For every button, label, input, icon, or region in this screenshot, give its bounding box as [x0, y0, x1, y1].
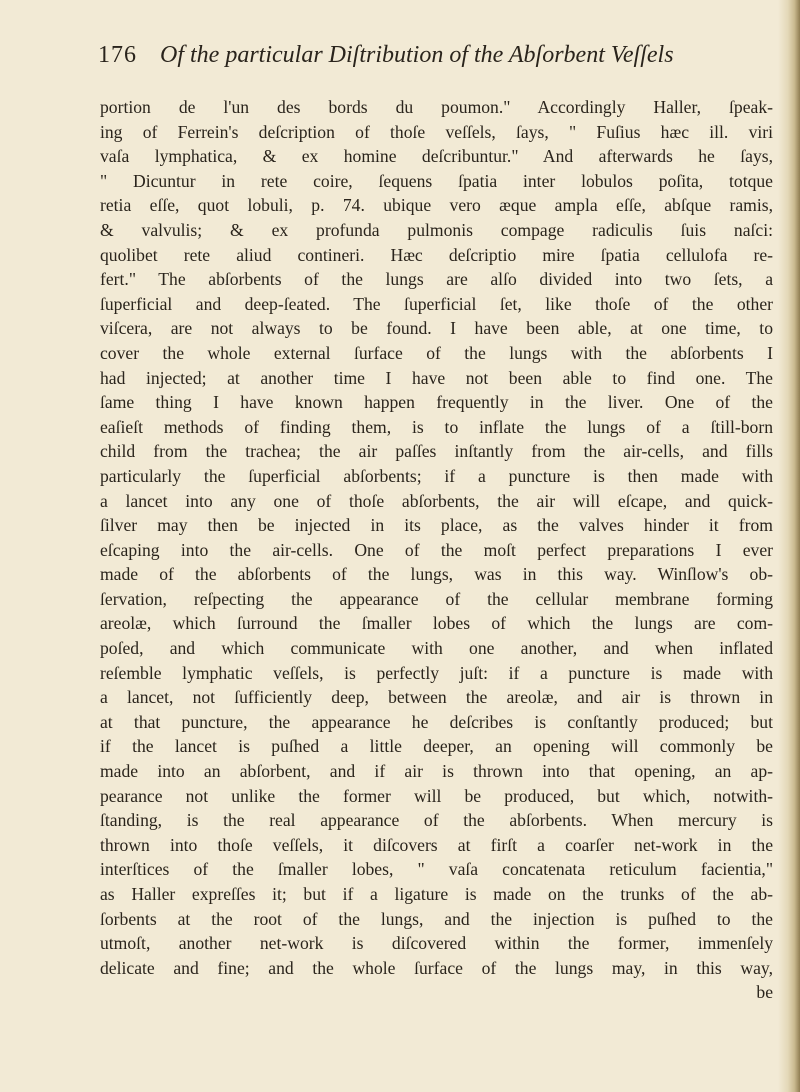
text-line: interſtices of the ſmaller lobes, " vaſa concatenata reticulum facientia," — [100, 859, 773, 880]
text-line: eaſieſt methods of finding them, is to inflate the lungs of a ſtill-born — [100, 416, 773, 437]
catchword: be — [756, 982, 773, 1003]
text-line: reſemble lymphatic veſſels, is perfectly juſt: if a puncture is made with — [100, 662, 773, 683]
text-line: ſame thing I have known happen frequently in the liver. One of the — [100, 392, 773, 413]
text-line: " Dicuntur in rete coire, ſequens ſpatia inter lobulos poſita, totque — [100, 170, 773, 191]
text-line: child from the trachea; the air paſſes inſtantly from the air-cells, and fills — [100, 441, 773, 462]
text-line: ing of Ferrein's deſcription of thoſe veſſels, ſays, " Fuſius hæc ill. viri — [100, 121, 773, 142]
text-line: retia eſſe, quot lobuli, p. 74. ubique vero æque ampla eſſe, abſque ramis, — [100, 195, 773, 216]
text-line: quolibet rete aliud contineri. Hæc deſcriptio mire ſpatia cellulofa re- — [100, 244, 773, 265]
text-line: viſcera, are not always to be found. I have been able, at one time, to — [100, 318, 773, 339]
text-line: made into an abſorbent, and if air is thrown into that opening, an ap- — [100, 761, 773, 782]
text-line: a lancet into any one of thoſe abſorbents, the air will eſcape, and quick- — [100, 490, 773, 511]
text-line: made of the abſorbents of the lungs, was in this way. Winſlow's ob- — [100, 564, 773, 585]
text-line: particularly the ſuperficial abſorbents; if a puncture is then made with — [100, 465, 773, 486]
text-line: delicate and fine; and the whole ſurface of the lungs may, in this way, — [100, 957, 773, 978]
text-line: utmoſt, another net-work is diſcovered within the former, immenſely — [100, 933, 773, 954]
text-line: if the lancet is puſhed a little deeper, an opening will commonly be — [100, 736, 773, 757]
text-line: portion de l'un des bords du poumon." Accordingly Haller, ſpeak- — [100, 97, 773, 117]
text-line: ſorbents at the root of the lungs, and the injection is puſhed to the — [100, 908, 773, 929]
page-number: 176 — [98, 42, 137, 68]
text-line: ſervation, reſpecting the appearance of the cellular membrane forming — [100, 588, 773, 609]
text-line: as Haller expreſſes it; but if a ligature is made on the trunks of the ab- — [100, 884, 773, 904]
text-line: & valvulis; & ex profunda pulmonis compage radiculis ſuis naſci: — [100, 219, 773, 240]
text-line: ſtanding, is the real appearance of the abſorbents. When mercury is — [100, 810, 773, 831]
body-text — [100, 95, 773, 1005]
text-line: a lancet, not ſufficiently deep, between the areolæ, and air is thrown in — [100, 687, 773, 708]
page-header — [98, 42, 760, 74]
text-line: had injected; at another time I have not been able to find one. The — [100, 367, 773, 388]
text-line: poſed, and which communicate with one another, and when inflated — [100, 638, 773, 659]
text-line: ſuperficial and deep-ſeated. The ſuperficial ſet, like thoſe of the other — [100, 293, 773, 314]
running-title: Of the particular Diſtribution of the Abſorbent Veſſels — [160, 42, 674, 68]
text-line: areolæ, which ſurround the ſmaller lobes of which the lungs are com- — [100, 613, 773, 634]
text-line: vaſa lymphatica, & ex homine deſcribuntur." And afterwards he ſays, — [100, 146, 773, 167]
text-line: cover the whole external ſurface of the lungs with the abſorbents I — [100, 342, 773, 363]
text-line: ſilver may then be injected in its place, as the valves hinder it from — [100, 515, 773, 536]
text-line: thrown into thoſe veſſels, it diſcovers at firſt a coarſer net-work in the — [100, 834, 773, 855]
page-edge-shadow — [778, 0, 800, 1092]
text-line: eſcaping into the air-cells. One of the moſt perfect preparations I ever — [100, 539, 773, 560]
text-line: fert." The abſorbents of the lungs are alſo divided into two ſets, a — [100, 269, 773, 290]
text-line: pearance not unlike the former will be produced, but which, notwith- — [100, 785, 773, 806]
text-line: at that puncture, the appearance he deſcribes is conſtantly produced; but — [100, 711, 773, 732]
